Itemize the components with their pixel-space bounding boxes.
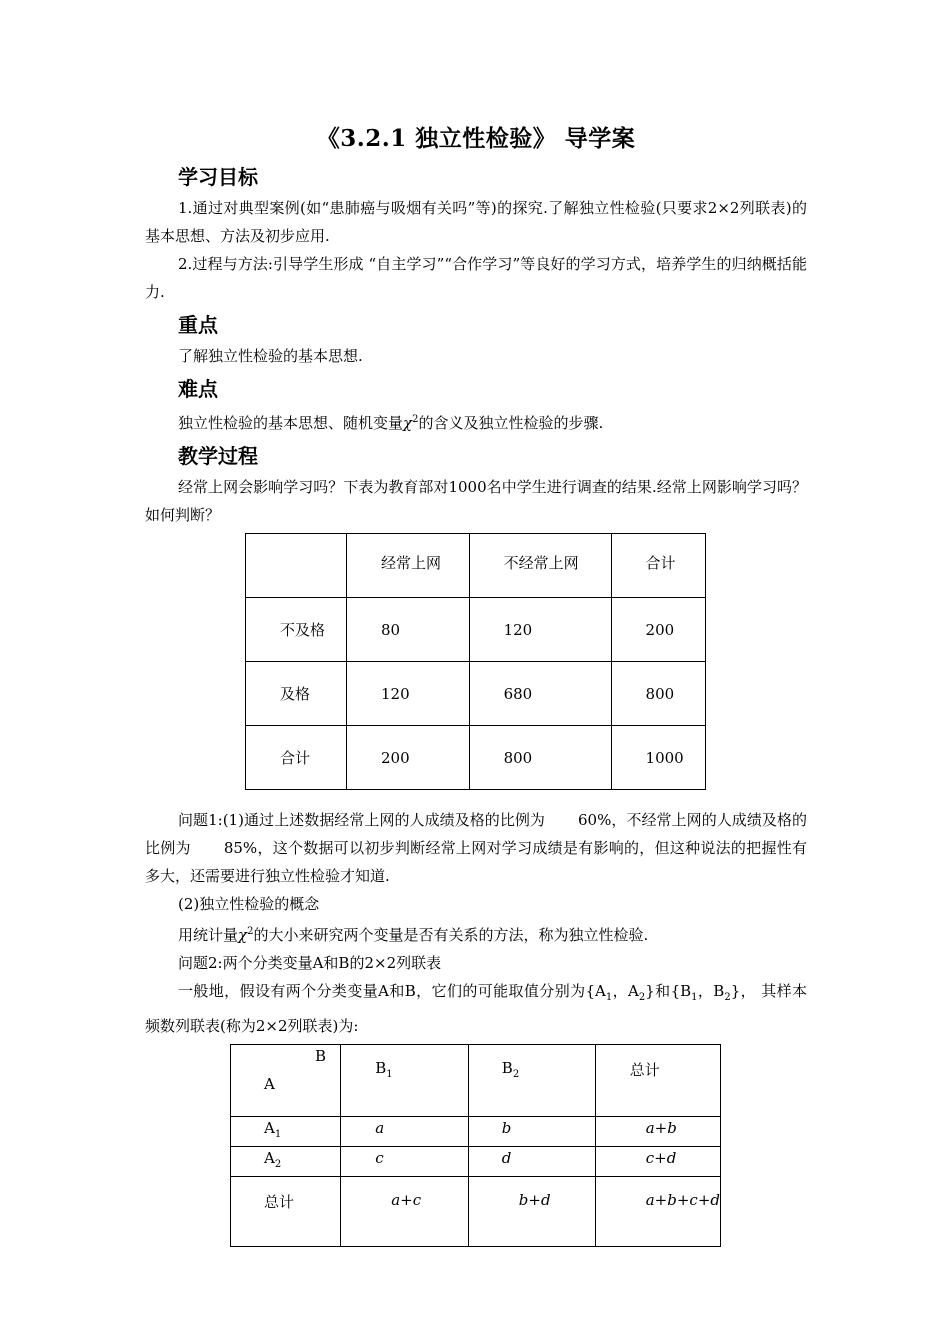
chi-symbol: χ: [403, 414, 413, 432]
table-cell: 合计: [246, 726, 347, 790]
concept-paragraph: 用统计量$\chi^2$的大小来研究两个变量是否有关系的方法，称为独立性检验.: [178, 926, 649, 944]
table-row: [246, 726, 706, 790]
table-cell: 80: [347, 598, 470, 662]
survey-table: [245, 533, 706, 790]
table-cell: 200: [611, 598, 705, 662]
table-header-cell: 经常上网: [347, 534, 470, 598]
goal-paragraph-1: 1.通过对典型案例(如“患肺癌与吸烟有关吗”等)的探究.了解独立性检验(只要求2×2列联表)的基本思想、方法及初步应用.: [145, 199, 807, 245]
table-row: [246, 598, 706, 662]
table-cell: a: [341, 1117, 469, 1147]
table-cell: 及格: [246, 662, 347, 726]
heading-difficulty: 难点: [178, 377, 218, 401]
table-cell: a+b: [595, 1117, 720, 1147]
table-row: [246, 662, 706, 726]
table-header-cell: $B_2$: [468, 1045, 595, 1117]
table-cell: 不及格: [246, 598, 347, 662]
table-cell: [246, 534, 347, 598]
table-cell: b+d: [468, 1177, 595, 1247]
heading-key: 重点: [178, 313, 218, 337]
table-cell: c+d: [595, 1147, 720, 1177]
table-cell: a+c: [341, 1177, 469, 1247]
contingency-table: [230, 1044, 721, 1247]
table-header-cell: $B_1$: [341, 1045, 469, 1117]
goal-paragraph-2: 2.过程与方法:引导学生形成 “自主学习”“合作学习”等良好的学习方式，培养学生的归纳概括能力.: [145, 255, 807, 301]
question-1: 问题1:(1)通过上述数据经常上网的人成绩及格的比例为 60%，不经常上网的人成绩及格的比例为 85%，这个数据可以初步判断经常上网对学习成绩是有影响的，但这种说法的把握性有多大，还需要进行独立性检验才知道.: [145, 806, 807, 890]
table-cell: 680: [469, 662, 611, 726]
table-cell: 800: [469, 726, 611, 790]
table-header-row: [246, 534, 706, 598]
concept-heading: (2)独立性检验的概念: [178, 895, 320, 913]
table-cell: 1000: [611, 726, 705, 790]
table-header-row: [231, 1045, 721, 1117]
general-paragraph: 一般地，假设有两个分类变量A和B，它们的可能取值分别为{$A_1$，$A_2$}和{$B_1$，$B_2$}， 其样本频数列联表(称为2×2列联表)为:: [145, 982, 807, 1035]
table-header-cell: 总计: [595, 1045, 720, 1117]
table-row: [231, 1147, 721, 1177]
answer-blank-1: 60%: [578, 811, 612, 829]
table-cell: $A_2$: [231, 1147, 341, 1177]
table-cell: $A_1$: [231, 1117, 341, 1147]
document-title: 《3.2.1 独立性检验》 导学案: [316, 125, 636, 152]
answer-blank-2: 85%: [223, 839, 258, 857]
table-corner-cell: B A: [231, 1045, 341, 1117]
table-cell: c: [341, 1147, 469, 1177]
table-cell: 120: [347, 662, 470, 726]
difficulty-paragraph: 独立性检验的基本思想、随机变量$\chi^2$的含义及独立性检验的步骤.: [178, 414, 604, 432]
table-header-cell: 不经常上网: [469, 534, 611, 598]
question-2: 问题2:两个分类变量A和B的2×2列联表: [178, 954, 442, 972]
table-header-cell: 合计: [611, 534, 705, 598]
table-row: [231, 1117, 721, 1147]
table-cell: 总计: [231, 1177, 341, 1247]
heading-process: 教学过程: [178, 444, 258, 468]
table-cell: 120: [469, 598, 611, 662]
table-cell: 800: [611, 662, 705, 726]
document-page: [145, 118, 807, 1247]
key-paragraph: 了解独立性检验的基本思想.: [178, 347, 363, 365]
process-intro: 经常上网会影响学习吗？下表为教育部对1000名中学生进行调查的结果.经常上网影响学习吗？如何判断？: [145, 478, 807, 524]
table-cell: a+b+c+d: [595, 1177, 720, 1247]
table-cell: 200: [347, 726, 470, 790]
table-cell: d: [468, 1147, 595, 1177]
table-cell: b: [468, 1117, 595, 1147]
heading-goals: 学习目标: [178, 165, 258, 189]
table-row: [231, 1177, 721, 1247]
